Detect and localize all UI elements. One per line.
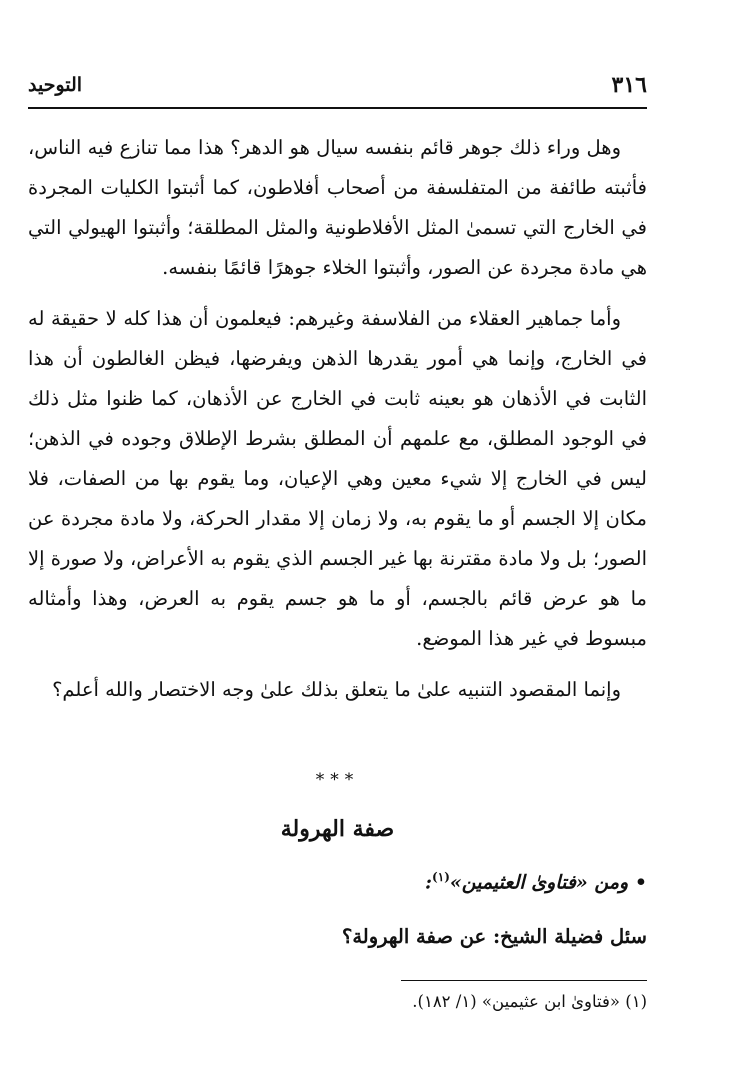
source-colon: : xyxy=(425,871,433,894)
footnote-reference[interactable]: (١) xyxy=(432,870,450,884)
paragraph-3: وإنما المقصود التنبيه علىٰ ما يتعلق بذلك علىٰ وجه الاختصار والله أعلم؟ xyxy=(52,678,621,701)
source-text: ومن «فتاوىٰ العثيمين» xyxy=(449,871,629,894)
paragraph-1: وهل وراء ذلك جوهر قائم بنفسه سيال هو الدهر؟ هذا مما تنازع فيه الناس، فأثبته طائفة من المتفلسفة من أصحاب أفلاطون، كما أثبتوا الكليات المجردة في الخارج التي تسمىٰ المثل الأفلاطونية والمثل المطلقة؛ وأثبتوا الهيولي التي هي مادة مجردة عن الصور، وأثبتوا الخلاء جوهرًا قائمًا بنفسه. xyxy=(28,136,647,279)
question-line: سئل فضيلة الشيخ: عن صفة الهرولة؟ xyxy=(341,925,647,948)
footnote: (١) «فتاوىٰ ابن عثيمين» (١/ ١٨٢). xyxy=(412,992,647,1011)
page-header xyxy=(28,68,647,102)
page-number: ٣١٦ xyxy=(611,72,647,98)
header-rule xyxy=(28,107,647,109)
section-separator: *** xyxy=(315,770,360,790)
source-line xyxy=(425,870,647,893)
running-title: التوحيد xyxy=(28,74,83,96)
bullet-icon: • xyxy=(634,871,647,894)
section-title: صفة الهرولة xyxy=(280,816,395,842)
paragraph-2: وأما جماهير العقلاء من الفلاسفة وغيرهم: فيعلمون أن هذا كله لا حقيقة له في الخارج، وإنما هي أمور يقدرها الذهن ويفرضها، فيظن الغالطون أن هذا الثابت في الأذهان هو بعينه ثابت في الخارج عن الأذهان، كما ظنوا مثل ذلك في الوجود المطلق، مع علمهم أن المطلق بشرط الإطلاق وجوده في الذهن؛ ليس في الخارج إلا شيء معين وهي الإعيان، وما يقوم بها من الصفات، فلا مكان إلا الجسم أو ما يقوم به، ولا زمان إلا مقدار الحركة، ولا مادة مجردة عن الصور؛ بل ولا مادة مقترنة بها غير الجسم الذي يقوم به الأعراض، ولا صورة إلا ما هو عرض قائم بالجسم، أو ما هو جسم يقوم به العرض، وهذا وأمثاله مبسوط في غير هذا الموضع. xyxy=(28,307,647,650)
body-text xyxy=(28,128,647,710)
footnote-rule xyxy=(401,980,647,981)
